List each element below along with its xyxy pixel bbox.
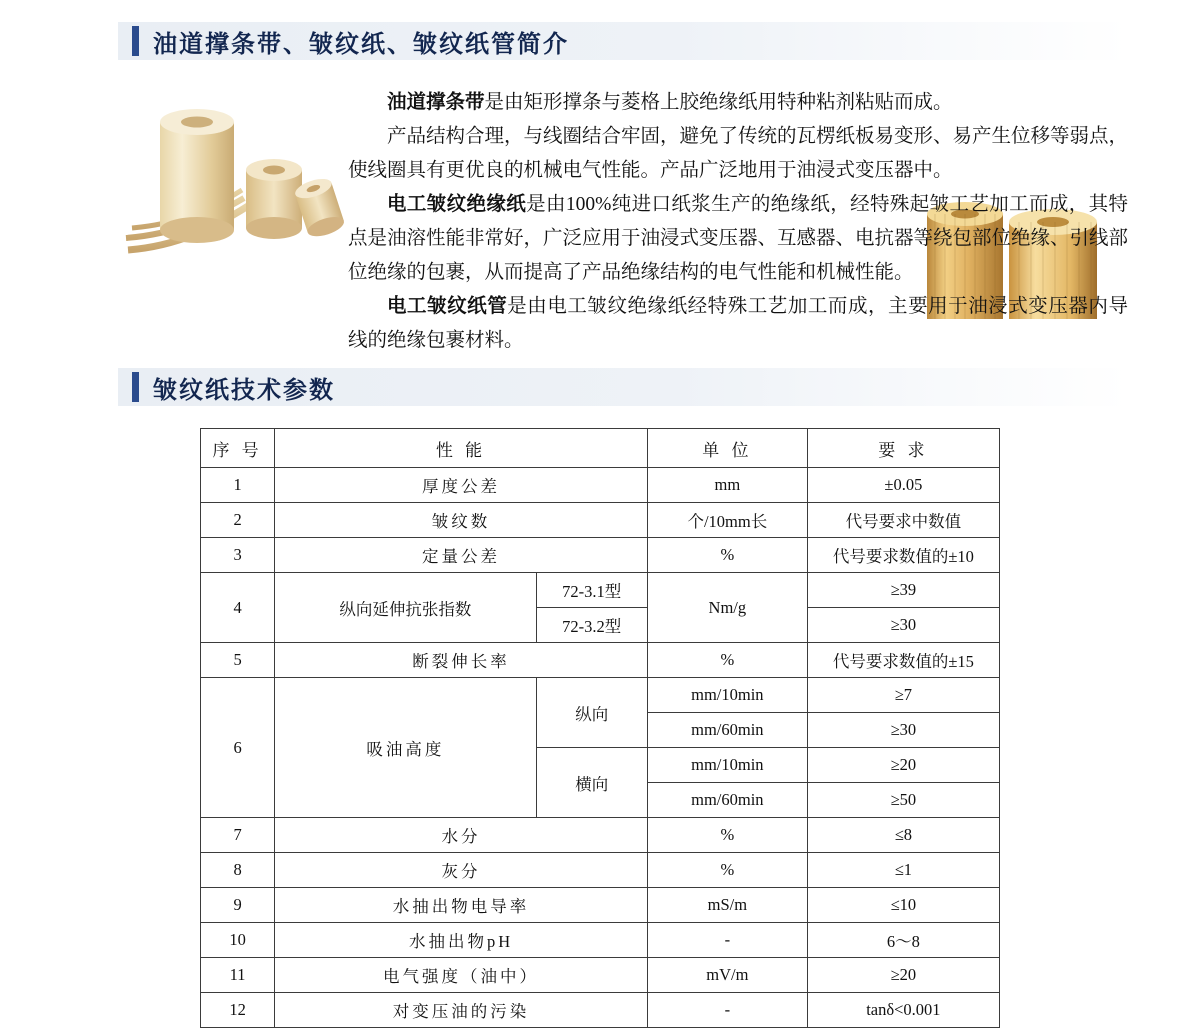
cell-unit: mV/m xyxy=(647,958,807,993)
cell-no: 10 xyxy=(201,923,275,958)
intro-lead-4: 电工皱纹纸管 xyxy=(387,296,508,317)
cell-unit: % xyxy=(647,818,807,853)
cell-no: 5 xyxy=(201,643,275,678)
cell-no: 1 xyxy=(201,468,275,503)
cell-req: ≤8 xyxy=(807,818,999,853)
cell-prop: 对变压油的污染 xyxy=(275,993,648,1028)
cell-req: ≥20 xyxy=(807,958,999,993)
cell-req: ≥30 xyxy=(807,608,999,643)
cell-prop: 断裂伸长率 xyxy=(275,643,648,678)
table-row xyxy=(201,468,1000,503)
spec-table-wrapper xyxy=(200,428,1000,1028)
cell-prop: 水抽出物pH xyxy=(275,923,648,958)
cell-no: 11 xyxy=(201,958,275,993)
cell-prop: 定量公差 xyxy=(275,538,648,573)
table-row xyxy=(201,923,1000,958)
section-title-intro: 油道撑条带、皱纹纸、皱纹纸管简介 xyxy=(153,29,569,58)
spec-table xyxy=(200,428,1000,1028)
cell-no: 3 xyxy=(201,538,275,573)
cell-req: ≥39 xyxy=(807,573,999,608)
section-title-specs: 皱纹纸技术参数 xyxy=(153,375,335,404)
cell-unit: 个/10mm长 xyxy=(647,503,807,538)
cell-prop: 皱纹数 xyxy=(275,503,648,538)
spec-table-head xyxy=(201,429,1000,468)
cell-prop: 水抽出物电导率 xyxy=(275,888,648,923)
cell-req: 代号要求数值的±10 xyxy=(807,538,999,573)
cell-unit: mS/m xyxy=(647,888,807,923)
table-header-row xyxy=(201,429,1000,468)
cell-unit: % xyxy=(647,853,807,888)
table-row xyxy=(201,818,1000,853)
cell-sub: 72-3.2型 xyxy=(536,608,647,643)
intro-paragraph-1 xyxy=(348,86,1128,120)
table-row xyxy=(201,573,1000,608)
cell-prop: 吸油高度 xyxy=(275,678,536,818)
cell-prop: 灰分 xyxy=(275,853,648,888)
cell-sub: 纵向 xyxy=(536,678,647,748)
th-no: 序 号 xyxy=(201,429,275,468)
section-header-intro xyxy=(118,22,1128,60)
cell-unit: % xyxy=(647,643,807,678)
cell-unit: mm/10min xyxy=(647,748,807,783)
cell-req: ≥30 xyxy=(807,713,999,748)
cell-no: 2 xyxy=(201,503,275,538)
cell-req: ≤10 xyxy=(807,888,999,923)
cell-sub: 横向 xyxy=(536,748,647,818)
cell-prop: 水分 xyxy=(275,818,648,853)
intro-lead-3: 电工皱纹绝缘纸 xyxy=(387,194,527,215)
cell-no: 12 xyxy=(201,993,275,1028)
cell-unit: Nm/g xyxy=(647,573,807,643)
table-row xyxy=(201,888,1000,923)
cell-prop: 厚度公差 xyxy=(275,468,648,503)
cell-req: ≥7 xyxy=(807,678,999,713)
table-row xyxy=(201,678,1000,713)
intro-section xyxy=(118,78,1129,351)
accent-bar-specs xyxy=(132,372,139,402)
cell-sub: 72-3.1型 xyxy=(536,573,647,608)
intro-body-4: 是由电工皱纹绝缘纸经特殊工艺加工而成，主要用于油浸式变压器内导线的绝缘包裹材料。 xyxy=(348,296,1128,351)
cell-unit: mm/10min xyxy=(647,678,807,713)
table-row xyxy=(201,853,1000,888)
table-row xyxy=(201,958,1000,993)
cell-req: 6～8 xyxy=(807,923,999,958)
cell-no: 9 xyxy=(201,888,275,923)
cell-prop: 电气强度（油中） xyxy=(275,958,648,993)
cell-no: 7 xyxy=(201,818,275,853)
cell-req: 代号要求中数值 xyxy=(807,503,999,538)
intro-paragraph-3 xyxy=(348,188,1128,290)
intro-text-block xyxy=(348,86,1128,358)
table-row xyxy=(201,503,1000,538)
intro-body-1: 是由矩形撑条与菱格上胶绝缘纸用特种粘剂粘贴而成。 xyxy=(484,92,953,113)
th-unit: 单 位 xyxy=(647,429,807,468)
cell-no: 6 xyxy=(201,678,275,818)
cell-req: tanδ<0.001 xyxy=(807,993,999,1028)
table-row xyxy=(201,538,1000,573)
spec-table-body xyxy=(201,468,1000,1028)
cell-unit: mm/60min xyxy=(647,783,807,818)
cell-req: ≥20 xyxy=(807,748,999,783)
th-prop: 性 能 xyxy=(275,429,648,468)
cell-no: 4 xyxy=(201,573,275,643)
th-req: 要 求 xyxy=(807,429,999,468)
intro-body-3: 是由100%纯进口纸浆生产的绝缘纸，经特殊起皱工艺加工而成，其特点是油溶性能非常好，广泛应用于油浸式变压器、互感器、电抗器等绕包部位绝缘、引线部位绝缘的包裹，从而提高了产品绝缘结构的电气性能和机械性能。 xyxy=(348,194,1129,283)
table-row xyxy=(201,643,1000,678)
section-header-specs xyxy=(118,368,1128,406)
cell-req: 代号要求数值的±15 xyxy=(807,643,999,678)
cell-req: ≤1 xyxy=(807,853,999,888)
cell-unit: mm/60min xyxy=(647,713,807,748)
cell-no: 8 xyxy=(201,853,275,888)
cell-prop: 纵向延伸抗张指数 xyxy=(275,573,536,643)
intro-paragraph-2: 产品结构合理，与线圈结合牢固，避免了传统的瓦楞纸板易变形、易产生位移等弱点，使线圈具有更优良的机械电气性能。产品广泛地用于油浸式变压器中。 xyxy=(348,126,1129,181)
cell-unit: - xyxy=(647,993,807,1028)
cell-req: ±0.05 xyxy=(807,468,999,503)
cell-unit: % xyxy=(647,538,807,573)
cell-unit: mm xyxy=(647,468,807,503)
accent-bar-intro xyxy=(132,26,139,56)
product-photo-left xyxy=(118,78,350,268)
table-row xyxy=(201,993,1000,1028)
cell-req: ≥50 xyxy=(807,783,999,818)
cell-unit: - xyxy=(647,923,807,958)
intro-paragraph-4 xyxy=(348,290,1128,358)
intro-lead-1: 油道撑条带 xyxy=(387,92,485,113)
